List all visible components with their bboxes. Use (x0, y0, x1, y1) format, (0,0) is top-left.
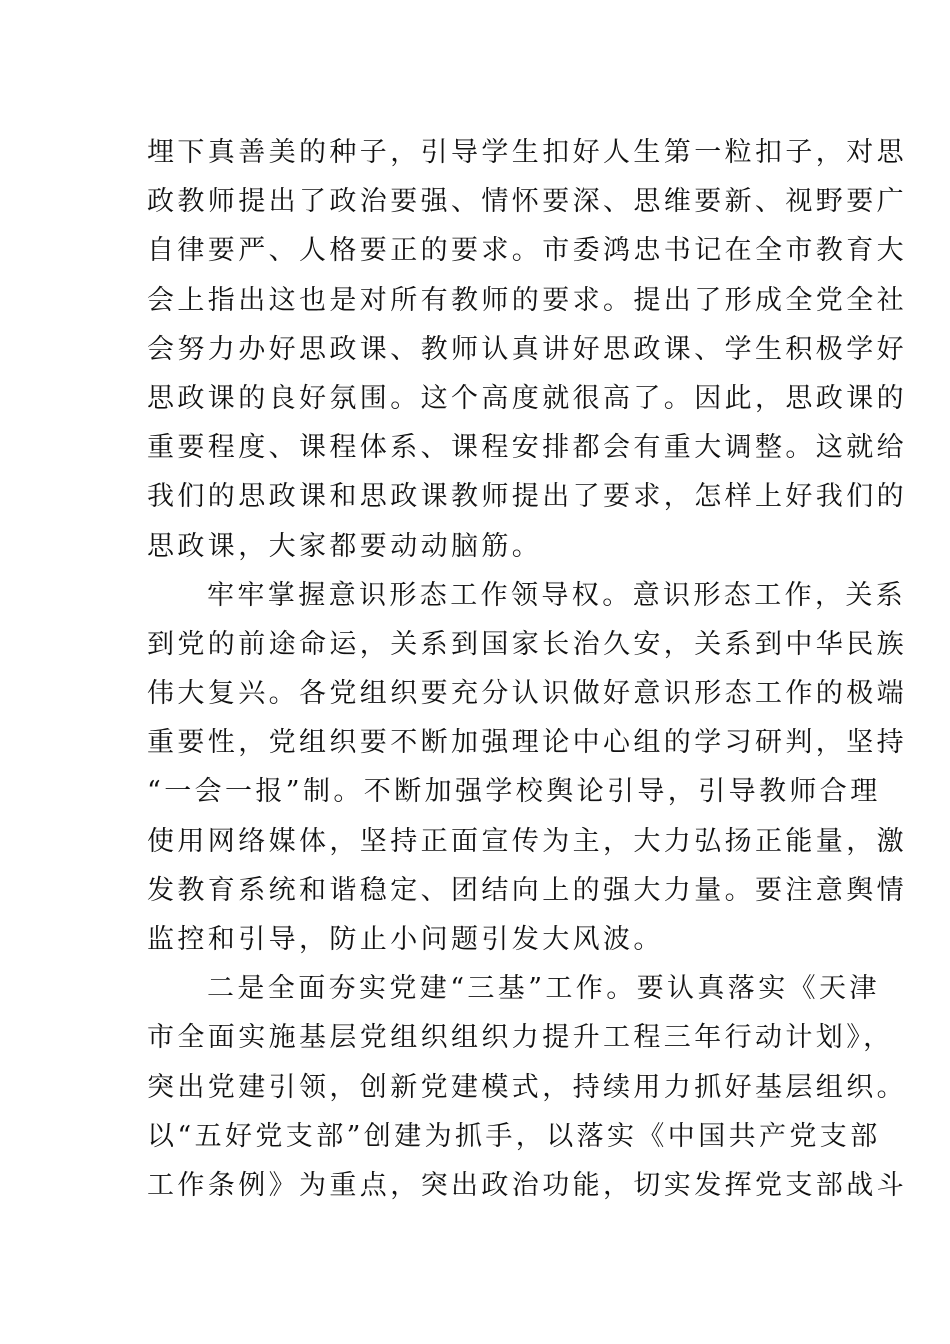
paragraph-2-line: “一会一报”制。不断加强学校舆论引导，引导教师合理 (147, 776, 881, 808)
paragraph-3-line: 突出党建引领，创新党建模式，持续用力抓好基层组织。 (147, 1071, 907, 1103)
paragraph-2-line: 到党的前途命运，关系到国家长治久安，关系到中华民族 (147, 628, 907, 660)
paragraph-1-line: 会努力办好思政课、教师认真讲好思政课、学生积极学好 (147, 333, 907, 365)
paragraph-3-line: 市全面实施基层党组织组织力提升工程三年行动计划》， (147, 1022, 894, 1054)
paragraph-2-line: 伟大复兴。各党组织要充分认识做好意识形态工作的极端 (147, 678, 907, 710)
paragraph-3-line: 以“五好党支部”创建为抓手，以落实《中国共产党支部 (147, 1120, 881, 1152)
paragraph-3-line: 二是全面夯实党建“三基”工作。要认真落实《天津 (207, 973, 880, 1005)
paragraph-1-line: 我们的思政课和思政课教师提出了要求，怎样上好我们的 (147, 481, 907, 513)
paragraph-2-line: 发教育系统和谐稳定、团结向上的强大力量。要注意舆情 (147, 874, 907, 906)
paragraph-1-line: 政教师提出了政治要强、情怀要深、思维要新、视野要广 (147, 186, 907, 218)
body-text (147, 128, 907, 1210)
paragraph-2-line: 监控和引导，防止小问题引发大风波。 (147, 924, 664, 955)
paragraph-1-line: 自律要严、人格要正的要求。市委鸿忠书记在全市教育大 (147, 235, 907, 267)
paragraph-1-line: 埋下真善美的种子，引导学生扣好人生第一粒扣子，对思 (147, 137, 907, 168)
paragraph-1-line: 思政课的良好氛围。这个高度就很高了。因此，思政课的 (147, 382, 907, 414)
paragraph-1-line: 重要程度、课程体系、课程安排都会有重大调整。这就给 (147, 432, 907, 464)
paragraph-3-line: 工作条例》为重点，突出政治功能，切实发挥党支部战斗 (147, 1169, 907, 1201)
paragraph-1-line: 思政课，大家都要动动脑筋。 (147, 530, 543, 562)
paragraph-2-line: 使用网络媒体，坚持正面宣传为主，大力弘扬正能量，激 (147, 825, 907, 857)
paragraph-2-line: 重要性，党组织要不断加强理论中心组的学习研判，坚持 (147, 727, 907, 759)
paragraph-2-line: 牢牢掌握意识形态工作领导权。意识形态工作，关系 (207, 579, 907, 611)
paragraph-1-line: 会上指出这也是对所有教师的要求。提出了形成全党全社 (147, 284, 907, 316)
